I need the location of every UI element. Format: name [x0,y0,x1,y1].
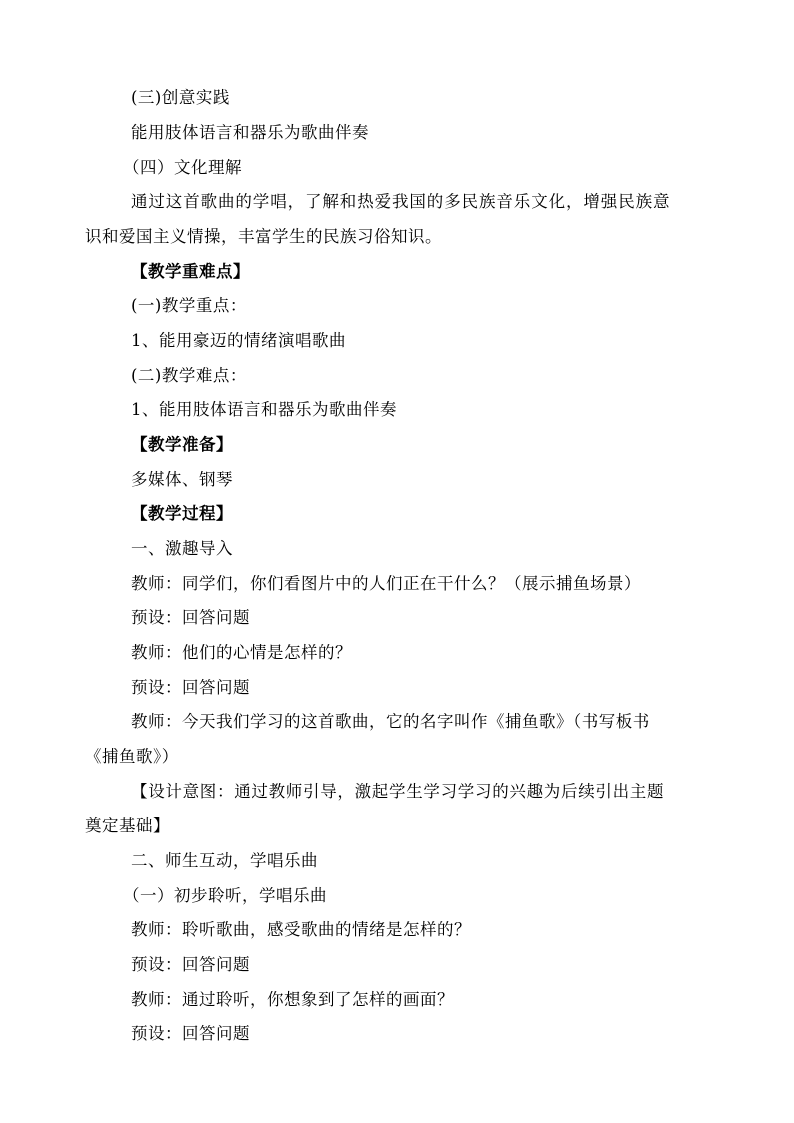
dialogue-line-continuation: 《捕鱼歌》） [85,747,179,766]
dialogue-line: 教师：他们的心情是怎样的？ [131,643,352,662]
dialogue-line: 预设：回答问题 [131,1024,250,1043]
subheading-introduction: 一、激趣导入 [131,539,233,558]
heading-cultural-understanding: （四）文化理解 [123,158,242,177]
subheading-first-listening: （一）初步聆听，学唱乐曲 [123,886,327,905]
dialogue-line: 教师：今天我们学习的这首歌曲，它的名字叫作《捕鱼歌》（书写板书 [131,712,650,731]
paragraph: 多媒体、钢琴 [131,470,233,489]
dialogue-line: 教师：同学们，你们看图片中的人们正在干什么？（展示捕鱼场景） [131,574,641,593]
section-heading-process: 【教学过程】 [131,504,233,523]
design-intent-note: 【设计意图：通过教师引导，激起学生学习学习的兴趣为后续引出主题 [131,782,665,801]
heading-creative-practice: (三)创意实践 [131,88,230,107]
list-item: 1、能用豪迈的情绪演唱歌曲 [131,331,346,350]
dialogue-line: 教师：通过聆听，你想象到了怎样的画面？ [131,990,454,1009]
dialogue-line: 预设：回答问题 [131,678,250,697]
dialogue-line: 预设：回答问题 [131,608,250,627]
dialogue-line: 预设：回答问题 [131,955,250,974]
section-heading-preparation: 【教学准备】 [131,435,233,454]
paragraph: 能用肢体语言和器乐为歌曲伴奏 [131,123,369,142]
paragraph: 通过这首歌曲的学唱，了解和热爱我国的多民族音乐文化，增强民族意 [131,192,671,211]
dialogue-line: 教师：聆听歌曲，感受歌曲的情绪是怎样的？ [131,920,471,939]
list-item: 1、能用肢体语言和器乐为歌曲伴奏 [131,400,397,419]
section-heading-key-difficult-points: 【教学重难点】 [131,262,250,281]
paragraph-continuation: 识和爱国主义情操，丰富学生的民族习俗知识。 [85,227,442,246]
design-intent-note-continuation: 奠定基础】 [85,816,170,835]
subheading-difficult-points: (二)教学难点： [131,366,247,385]
subheading-key-points: (一)教学重点： [131,296,247,315]
subheading-interaction: 二、师生互动，学唱乐曲 [131,851,318,870]
